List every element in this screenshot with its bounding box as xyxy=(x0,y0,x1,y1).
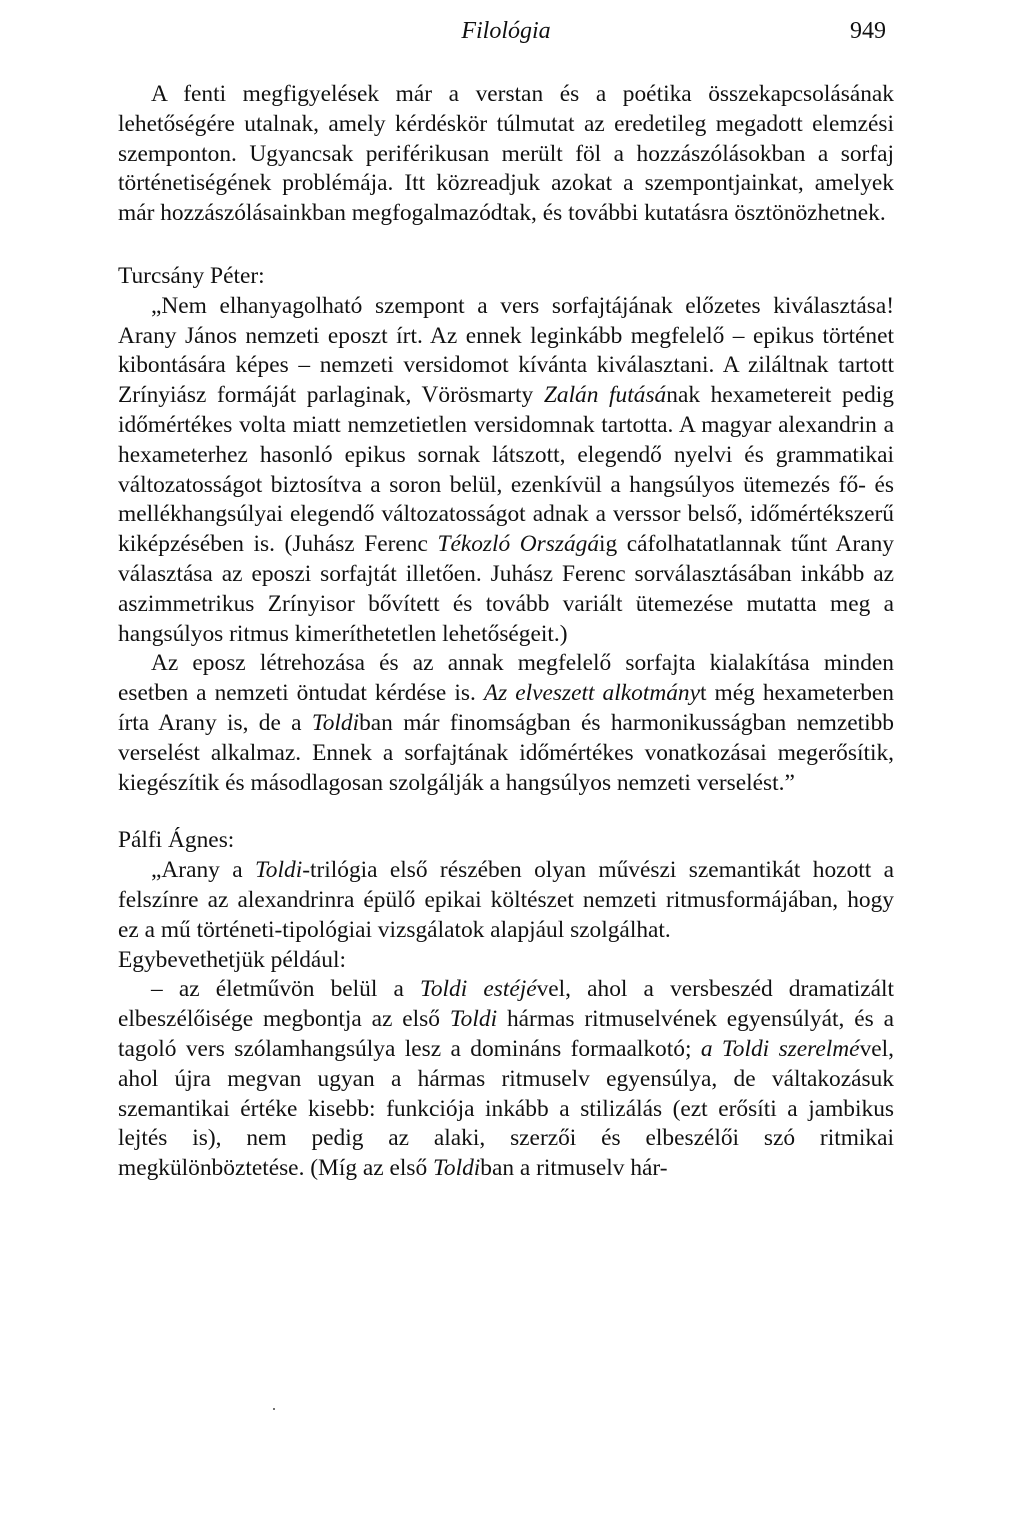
turcsany-paragraph-2 xyxy=(118,649,894,798)
text-run: t még hexameterben írta Arany is, de a xyxy=(118,680,895,736)
page-number: 949 xyxy=(850,18,886,44)
text-run: – az életművön belül a xyxy=(151,976,420,1003)
running-head xyxy=(118,18,894,48)
text-run: „Nem elhanyagolható szempont a vers sorfajtájának előzetes kiválasztása! Arany János nemzeti eposzt írt. Az ennek leginkább megfelelő – epikus történet kibontására képes – nemzeti versidomot kívánta kiválasztani. A ziláltnak tartott Zrínyiász formáját parlaginak, Vörösmarty xyxy=(118,292,894,409)
work-title: Toldi xyxy=(254,857,303,884)
compare-line: Egybevethetjük például: xyxy=(118,946,346,973)
book-page xyxy=(118,0,894,1536)
work-title: Toldi xyxy=(311,709,360,736)
work-title: Toldi xyxy=(433,1155,481,1182)
speaker-palfi: Pálfi Ágnes: xyxy=(118,827,235,854)
scan-speck xyxy=(273,1408,275,1410)
work-title: Az elveszett alkotmány xyxy=(483,680,700,707)
text-run: -trilógia első részében olyan művészi szemantikát hozott a felszínre az alexandrinra épülő epikai költészet nemzeti ritmusformájában, hogy ez a mű történeti-tipológiai vizsgálatok alapjául szolgálhat. xyxy=(118,857,894,943)
palfi-paragraph-2 xyxy=(118,975,894,1184)
text-run: ban a ritmuselv hár- xyxy=(480,1155,668,1182)
work-title: Tékozló Országá xyxy=(437,531,600,558)
speaker-turcsany: Turcsány Péter: xyxy=(118,262,265,289)
text-run: ban már finomságban és harmonikusságban nemzetibb verselést alkalmaz. Ennek a sorfajtának időmértékes vonatkozásai megerősítik, kiegészítik és másodlagosan szolgálják a hangsúlyos nemzeti verselést.” xyxy=(118,709,894,796)
work-title: Zalán futásá xyxy=(543,382,667,409)
text-run: „Arany a xyxy=(151,857,255,884)
work-title: Toldi xyxy=(449,1006,498,1033)
work-title: Toldi estéjé xyxy=(419,976,537,1003)
turcsany-paragraph-1 xyxy=(118,292,894,650)
body-text xyxy=(118,80,894,1184)
text-run: ig cáfolhatatlannak tűnt Arany választása az eposzi sorfajtát illetően. Juhász Ferenc sorválasztásában inkább az aszimmetrikus Zrínyisor bővített és tovább variált ütemezése mutatta meg a hangsúlyos ritmus kimeríthetetlen lehetőségeit.) xyxy=(118,531,894,647)
text-run: hármas ritmuselvének egyensúlyát, és a tagoló vers szólamhangsúlya lesz a domináns formaalkotó; xyxy=(118,1006,894,1062)
palfi-paragraph-1 xyxy=(118,856,894,945)
text-run: nak hexametereit pedig időmértékes volta miatt nemzetietlen versidomnak tartotta. A magyar alexandrin a hexameterhez hasonló epikus sornak látszott, elegendő nyelvi és grammatikai változatosságot biztosítva a soron belül, ezenkívül a hangsúlyos ütemezés fő- és mellékhangsúlyai elegendő változatosságot adnak a verssor belső, időmértékszerű kiképzésében is. (Juhász Ferenc xyxy=(118,382,894,558)
text-run: Az eposz létrehozása és az annak megfelelő sorfajta kialakítása minden esetben a nemzeti öntudat kérdése is. xyxy=(118,650,894,707)
text-run: vel, ahol a versbeszéd dramatizált elbeszélőisége megbontja az első xyxy=(118,976,894,1033)
intro-paragraph: A fenti megfigyelések már a verstan és a poétika összekapcsolásának lehetőségére utalnak, amely kérdéskör túlmutat az eredetileg megadott elemzési szemponton. Ugyancsak periférikusan merült föl a hozzászólásokban a sorfaj történetiségének problémája. Itt közreadjuk azokat a szempontjainkat, amelyek már hozzászólásainkban megfogalmazódtak, és további kutatásra ösztönözhetnek. xyxy=(118,81,894,227)
text-run: vel, ahol újra megvan ugyan a hármas ritmuselv egyensúlya, de váltakozásuk szemantikai értéke kisebb: funkciója inkább a stilizálás (ezt erősíti a jambikus lejtés is), nem pedig az alaki, szerzői és elbeszélői szó ritmikai megkülönböztetése. (Míg az első xyxy=(118,1035,894,1182)
work-title: a Toldi szerelmé xyxy=(700,1035,860,1062)
running-title: Filológia xyxy=(461,18,551,44)
